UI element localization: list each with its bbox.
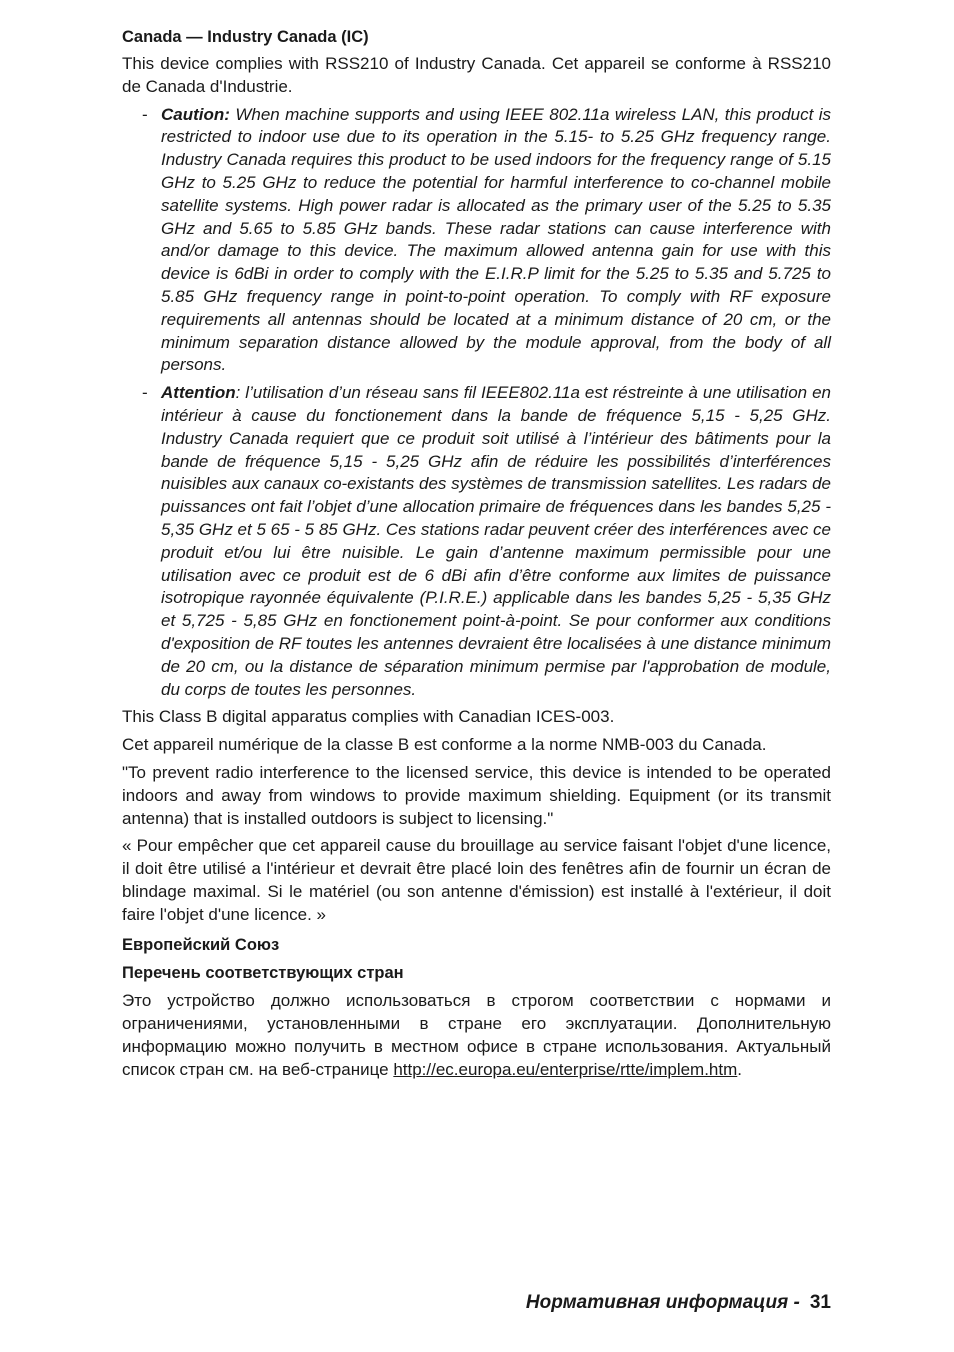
eu-end: .: [737, 1059, 743, 1079]
section-subheading-countries: Перечень соответствующих стран: [122, 964, 404, 983]
attention-label: Attention: [161, 383, 236, 403]
footer-section-title: Нормативная информация -: [525, 1292, 800, 1313]
eu-text: Это устройство должно использоваться в строгом соответствии с нормами и ограничениями, установленными в стране его эксплуатации. Дополнительную информацию можно получить в местном офисе в стране использования. Актуальный список стран см. на веб-странице: [122, 991, 831, 1079]
section-heading-canada: Canada — Industry Canada (IC): [122, 28, 369, 46]
caution-bullet: [122, 104, 831, 378]
caution-text: When machine supports and using IEEE 802.11a wireless LAN, this product is restricted to indoor use due to its operation in the 5.15- to 5.25 GHz frequency range. Industry Canada requires this product to be used indoors for the frequency range of 5.15 GHz to 5.25 GHz to reduce the potential for harmful interference to co-channel mobile satellite systems. High power radar is allocated as the primary user of the 5.25 to 5.35 GHz and 5.65 to 5.85 GHz bands. These radar stations can cause interference with and/or damage to this device. The maximum allowed antenna gain for use with this device is 6dBi in order to comply with the E.I.R.P limit for the 5.25 to 5.35 and 5.725 to 5.85 GHz frequency range in point-to-point operation. To comply with RF exposure requirements all antennas should be located at a minimum distance of 20 cm, or the minimum separation distance allowed by the module approval, from the body of all persons.: [161, 104, 831, 375]
page-footer: [526, 1290, 831, 1316]
page-number: 31: [809, 1292, 831, 1313]
attention-bullet: [122, 382, 831, 701]
indoor-en-paragraph: "To prevent radio interference to the licensed service, this device is intended to be operated indoors and away from windows to provide maximum shielding. Equipment (or its transmit antenna) that is installed outdoors is subject to licensing.": [122, 762, 831, 828]
document-body: [122, 26, 831, 1087]
ices-paragraph: This Class B digital apparatus complies with Canadian ICES-003.: [122, 707, 615, 727]
indoor-fr-paragraph: « Pour empêcher que cet appareil cause du brouillage au service faisant l'objet d'une licence, il doit être utilisé a l'intérieur et devrait être placé loin des fenêtres afin de fournir un écran de blindage maximal. Si le matériel (ou son antenne d'émission) est installé à l'extérieur, il doit faire l'objet d'une licence. »: [122, 836, 831, 924]
eu-link[interactable]: http://ec.europa.eu/enterprise/rtte/implem.htm: [393, 1059, 738, 1079]
caution-label: Caution:: [161, 104, 230, 124]
intro-paragraph: This device complies with RSS210 of Industry Canada. Cet appareil se conforme à RSS210 de Canada d'Industrie.: [122, 54, 831, 96]
eu-paragraph: [122, 990, 831, 1081]
bullet-dash: -: [142, 383, 148, 403]
bullet-dash: -: [142, 104, 148, 124]
attention-text: : l’utilisation d’un réseau sans fil IEEE802.11a est réstreinte à une utilisation en intérieur à cause du fonctionement dans la bande de fréquence 5,15 - 5,25 GHz. Industry Canada requiert que ce produit soit utilisé à l’intérieur des bâtiments pour la bande de fréquence 5,15 - 5,25 GHz afin de réduire les possibilités d’interférences nuisibles aux canaux co-existants des systèmes de transmission satellites. Les radars de puissances ont fait l’objet d’une allocation primaire de fréquences dans les bandes 5,25 - 5,35 GHz et 5 65 - 5 85 GHz. Ces stations radar peuvent créer des interférences avec ce produit et/ou lui être nuisible. Le gain d’antenne maximum permissible pour une utilisation avec ce produit est de 6 dBi afin d’être conforme aux limites de puissance isotropique rayonnée équivalente (P.I.R.E.) applicable dans les bandes 5,25 - 5,35 GHz et 5,725 - 5,85 GHz en fonctionement point-à-point. Se pour conformer aux conditions d'exposition de RF toutes les antennes devraient être localisées à une distance minimum de 20 cm, ou la distance de séparation minimum permise par l'approbation de module, du corps de toutes les personnes.: [161, 383, 831, 699]
nmb-paragraph: Cet appareil numérique de la classe B est conforme a la norme NMB-003 du Canada.: [122, 735, 767, 755]
section-heading-eu: Европейский Союз: [122, 936, 280, 955]
